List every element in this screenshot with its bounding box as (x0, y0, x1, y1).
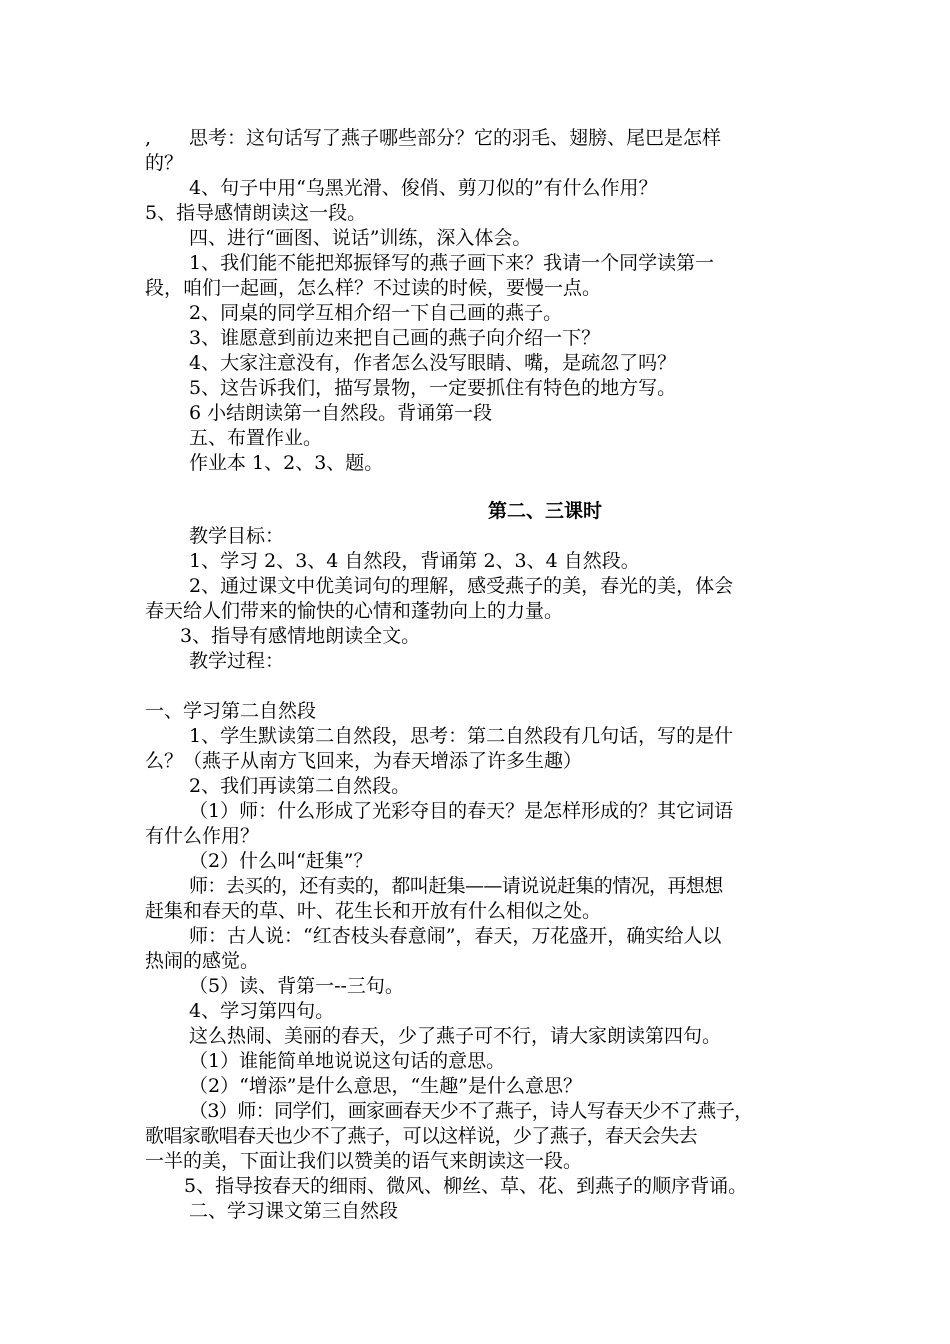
text-line: （3）师：同学们，画家画春天少不了燕子，诗人写春天少不了燕子， (189, 1100, 753, 1122)
text-line: 么？（燕子从南方飞回来，为春天增添了许多生趣） (145, 750, 583, 772)
text-line: 教学过程： (189, 650, 285, 672)
text-line: （1）师：什么形成了光彩夺目的春天？是怎样形成的？其它词语 (189, 800, 734, 822)
text-line: 四、进行“画图、说话”训练，深入体会。 (189, 227, 532, 249)
text-line: （5）读、背第一--三句。 (189, 975, 404, 997)
text-line: 师：古人说：“红杏枝头春意闹”，春天，万花盛开，确实给人以 (189, 925, 722, 947)
text-line: 师：去买的，还有卖的，都叫赶集——请说说赶集的情况，再想想 (189, 875, 723, 897)
text-line: 2、同桌的同学互相介绍一下自己画的燕子。 (189, 302, 563, 324)
text-line: 教学目标： (189, 525, 285, 547)
text-line: , 思考：这句话写了燕子哪些部分？它的羽毛、翅膀、尾巴是怎样 (145, 127, 722, 149)
text-line: （2）“增添”是什么意思，“生趣”是什么意思？ (189, 1075, 582, 1097)
text-line: 春天给人们带来的愉快的心情和蓬勃向上的力量。 (145, 600, 564, 622)
text-line: 5、指导按春天的细雨、微风、柳丝、草、花、到燕子的顺序背诵。 (184, 1175, 748, 1197)
text-line: 的？ (145, 152, 184, 174)
section-heading: 第二、三课时 (487, 500, 602, 522)
text-line: 1、学习 2、3、4 自然段，背诵第 2、3、4 自然段。 (189, 550, 640, 572)
text-line: 赶集和春天的草、叶、花生长和开放有什么相似之处。 (145, 900, 602, 922)
text-line: 五、布置作业。 (189, 427, 323, 449)
text-line: 4、大家注意没有，作者怎么没写眼睛、嘴，是疏忽了吗？ (189, 352, 677, 374)
text-line: 作业本 1、2、3、题。 (189, 452, 384, 474)
text-line: 一半的美，下面让我们以赞美的语气来朗读这一段。 (145, 1150, 583, 1172)
text-line: 3、指导有感情地朗读全文。 (180, 625, 421, 647)
text-line: 6 小结朗读第一自然段。背诵第一段 (189, 402, 493, 424)
text-line: （2）什么叫“赶集”？ (189, 850, 373, 872)
text-line: 4、学习第四句。 (189, 1000, 335, 1022)
text-line: 段，咱们一起画，怎么样？不过读的时候，要慢一点。 (145, 277, 602, 299)
text-line: 1、我们能不能把郑振铎写的燕子画下来？我请一个同学读第一 (189, 252, 715, 274)
text-line: 一、学习第二自然段 (145, 700, 317, 722)
text-line: 有什么作用？ (145, 825, 260, 847)
text-line: 二、学习课文第三自然段 (189, 1200, 399, 1222)
text-line: 热闹的感觉。 (145, 950, 260, 972)
text-line: 5、指导感情朗读这一段。 (145, 202, 367, 224)
text-line: 4、句子中用“乌黑光滑、俊俏、剪刀似的”有什么作用？ (189, 177, 658, 199)
text-line: 2、我们再读第二自然段。 (189, 775, 411, 797)
text-line: 这么热闹、美丽的春天，少了燕子可不行，请大家朗读第四句。 (189, 1025, 722, 1047)
text-line: 2、通过课文中优美词句的理解，感受燕子的美，春光的美，体会 (189, 575, 734, 597)
text-line: （1）谁能简单地说说这句话的意思。 (189, 1050, 506, 1072)
text-line: 3、谁愿意到前边来把自己画的燕子向介绍一下？ (189, 327, 601, 349)
text-line: 1、学生默读第二自然段，思考：第二自然段有几句话，写的是什 (189, 725, 734, 747)
text-line: 5、这告诉我们，描写景物，一定要抓住有特色的地方写。 (189, 377, 677, 399)
text-line: 歌唱家歌唱春天也少不了燕子，可以这样说，少了燕子，春天会失去 (145, 1125, 698, 1147)
